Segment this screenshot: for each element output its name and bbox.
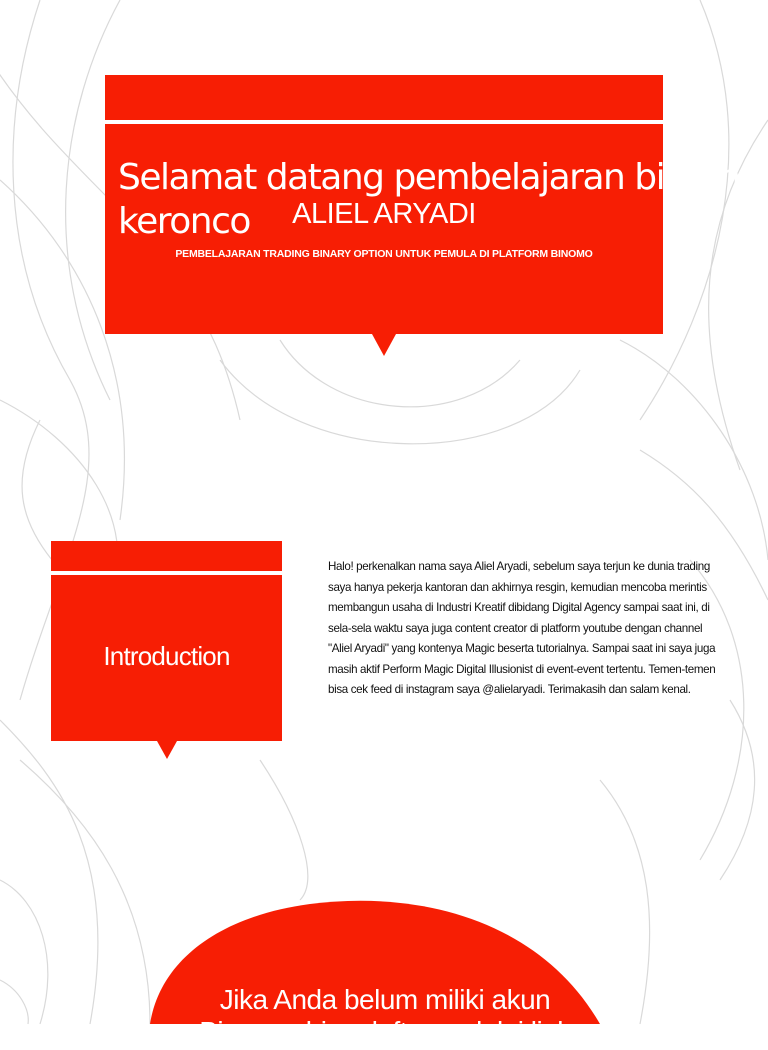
slide-title: Selamat datang pembelajaran binomo keronco [118,157,761,242]
introduction-card-divider [51,571,282,575]
slide-subtitle: PEMBELAJARAN TRADING BINARY OPTION UNTUK PEMULA DI PLATFORM BINOMO [175,248,593,260]
cta-text-line-2: Binomo, bisa daftar melalui link [199,1016,571,1047]
cta-text-line-1: Jika Anda belum miliki akun [219,984,551,1015]
introduction-body-text: Halo! perkenalkan nama saya Aliel Aryadi, sebelum saya terjun ke dunia trading saya hanya pekerja kantoran dan akhirnya resgin, kemudian mencoba merintis membangun usaha di Industri Kreatif dibidang Digital Agency sampai saat ini, di sela-sela waktu saya juga content creator di platform youtube dengan channel "Aliel Aryadi" yang kontenya Magic beserta tutorialnya. Sampai saat ini saya juga masih aktif Perform Magic Digital Illusionist di event-event tertentu. Temen-temen bisa cek feed di instagram saya @alielaryadi. Terimakasih dan salam kenal. [328,560,716,696]
introduction-card [51,541,282,741]
introduction-heading: Introduction [103,641,230,671]
title-card-divider [105,120,663,124]
author-name: ALIEL ARYADI [292,198,476,230]
introduction-card-pointer [157,741,177,759]
title-card-pointer [372,334,396,356]
